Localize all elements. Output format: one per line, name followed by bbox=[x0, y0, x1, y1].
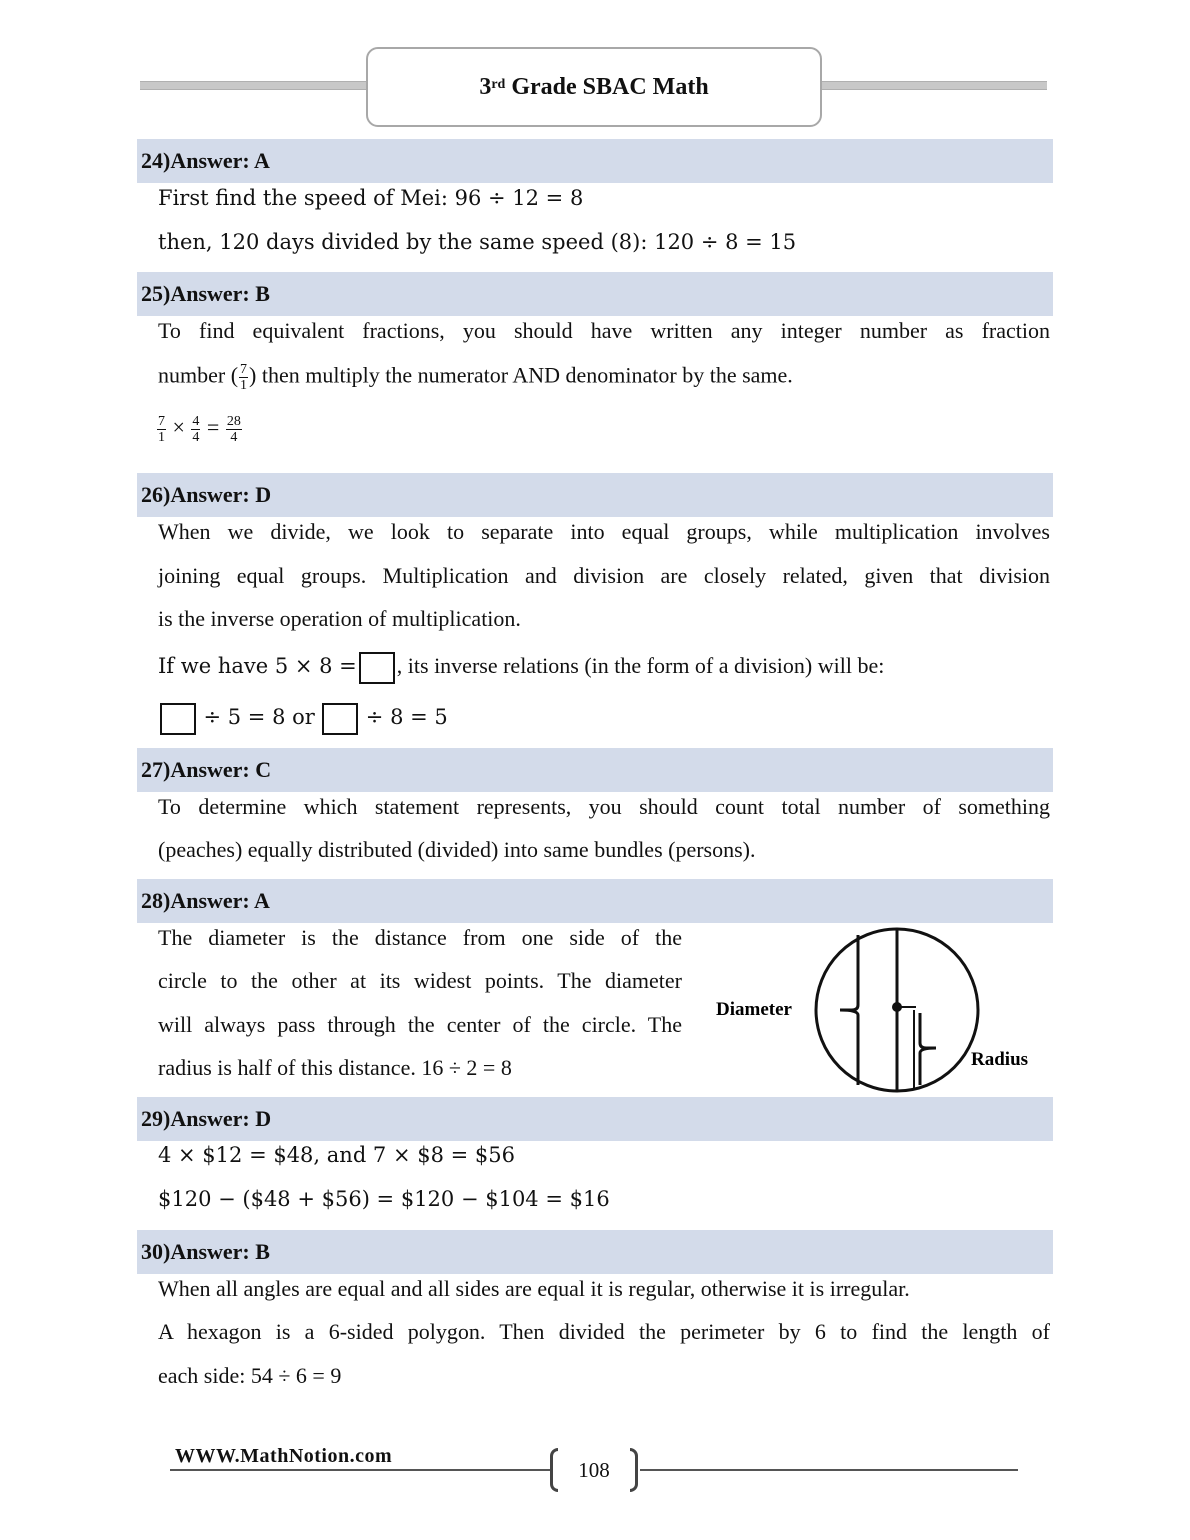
answer-heading-25: 25)Answer: B bbox=[137, 272, 1053, 316]
title-text: Grade SBAC Math bbox=[505, 73, 709, 100]
fraction-a-num: 7 bbox=[158, 414, 165, 429]
footer-website-link[interactable]: WWW.MathNotion.com bbox=[175, 1445, 393, 1467]
answer-28-line-2: circle to the other at its widest points. The diameter bbox=[158, 968, 682, 993]
fraction-a bbox=[157, 414, 166, 445]
fraction-c-num: 28 bbox=[226, 414, 241, 429]
fraction-equation bbox=[156, 414, 243, 445]
page-number-text: 108 bbox=[578, 1457, 610, 1482]
answer-26-line-4 bbox=[158, 652, 884, 684]
header-rule-left bbox=[140, 81, 368, 90]
answer-heading-30: 30)Answer: B bbox=[137, 1230, 1053, 1274]
answer-24-line-2: then, 120 days divided by the same speed (8): 120 ÷ 8 = 15 bbox=[158, 230, 797, 254]
radius-label: Radius bbox=[971, 1049, 1029, 1070]
title-prefix: 3 bbox=[479, 73, 492, 100]
answer-heading-27: 27)Answer: C bbox=[137, 748, 1053, 792]
fraction-denominator: 1 bbox=[240, 378, 248, 393]
answer-28-line-4: radius is half of this distance. 16 ÷ 2 = 8 bbox=[158, 1055, 512, 1080]
blank-box bbox=[160, 703, 196, 735]
title-superscript: rd bbox=[491, 77, 506, 92]
equation-suffix: , its inverse relations (in the form of a division) will be: bbox=[396, 653, 885, 679]
answer-27-line-2: (peaches) equally distributed (divided) into same bundles (persons). bbox=[158, 837, 756, 862]
answer-26-line-5 bbox=[158, 703, 448, 735]
blank-box bbox=[359, 652, 395, 684]
fraction-c-den: 4 bbox=[230, 430, 238, 445]
diameter-label: Diameter bbox=[716, 999, 792, 1020]
answer-29-line-2: $120 − ($48 + $56) = $120 − $104 = $16 bbox=[158, 1187, 610, 1211]
inline-suffix: ) bbox=[249, 362, 257, 388]
answer-28-line-1: The diameter is the distance from one side of the bbox=[158, 925, 682, 950]
equation-prefix: If we have 5 × 8 = bbox=[158, 654, 357, 679]
circle-diagram bbox=[710, 925, 1050, 1095]
answer-26-line-1: When we divide, we look to separate into equal groups, while multiplication involves bbox=[158, 519, 1050, 544]
answer-30-line-1: When all angles are equal and all sides are equal it is regular, otherwise it is irregular. bbox=[158, 1276, 910, 1301]
answer-30-line-2: A hexagon is a 6-sided polygon. Then divided the perimeter by 6 to find the length of bbox=[158, 1319, 1050, 1344]
header-rule-right bbox=[818, 81, 1047, 90]
footer-rule-right bbox=[640, 1469, 1018, 1471]
fraction-c bbox=[226, 414, 242, 445]
answer-heading-29: 29)Answer: D bbox=[137, 1097, 1053, 1141]
answer-26-line-2: joining equal groups. Multiplication and division are closely related, given that division bbox=[158, 563, 1050, 588]
page-title bbox=[366, 47, 822, 127]
answer-26-line-3: is the inverse operation of multiplication. bbox=[158, 606, 521, 631]
answer-29-line-1: 4 × $12 = $48, and 7 × $8 = $56 bbox=[158, 1143, 515, 1167]
blank-box bbox=[322, 703, 358, 735]
fraction-b bbox=[191, 414, 200, 445]
answer-30-line-3: each side: 54 ÷ 6 = 9 bbox=[158, 1363, 342, 1388]
fraction-7-over-1 bbox=[239, 362, 248, 393]
fraction-numerator: 7 bbox=[240, 362, 248, 377]
equals-sign: = bbox=[206, 414, 220, 440]
answer-27-line-1: To determine which statement represents, you should count total number of something bbox=[158, 794, 1050, 819]
answer-25-line-2 bbox=[158, 362, 793, 393]
radius-brace-icon bbox=[920, 1013, 936, 1085]
fraction-b-num: 4 bbox=[192, 414, 200, 429]
page-number bbox=[550, 1448, 638, 1492]
division-2: ÷ 8 = 5 bbox=[365, 705, 448, 730]
answer-25-line-2-text: then multiply the numerator AND denominator by the same. bbox=[261, 362, 793, 388]
footer-rule-left bbox=[170, 1469, 550, 1471]
center-dot bbox=[892, 1002, 902, 1012]
division-1: ÷ 5 = 8 or bbox=[203, 705, 315, 730]
answer-25-line-1: To find equivalent fractions, you should have written any integer number as fraction bbox=[158, 318, 1050, 343]
answer-heading-24: 24)Answer: A bbox=[137, 139, 1053, 183]
answer-heading-26: 26)Answer: D bbox=[137, 473, 1053, 517]
answer-28-line-3: will always pass through the center of the circle. The bbox=[158, 1012, 682, 1037]
answer-heading-28: 28)Answer: A bbox=[137, 879, 1053, 923]
fraction-b-den: 4 bbox=[192, 430, 200, 445]
times-sign: × bbox=[172, 414, 185, 440]
fraction-a-den: 1 bbox=[158, 430, 165, 445]
inline-prefix: number ( bbox=[158, 362, 239, 388]
diameter-brace-icon bbox=[840, 935, 858, 1085]
answer-24-line-1: First find the speed of Mei: 96 ÷ 12 = 8 bbox=[158, 186, 584, 210]
